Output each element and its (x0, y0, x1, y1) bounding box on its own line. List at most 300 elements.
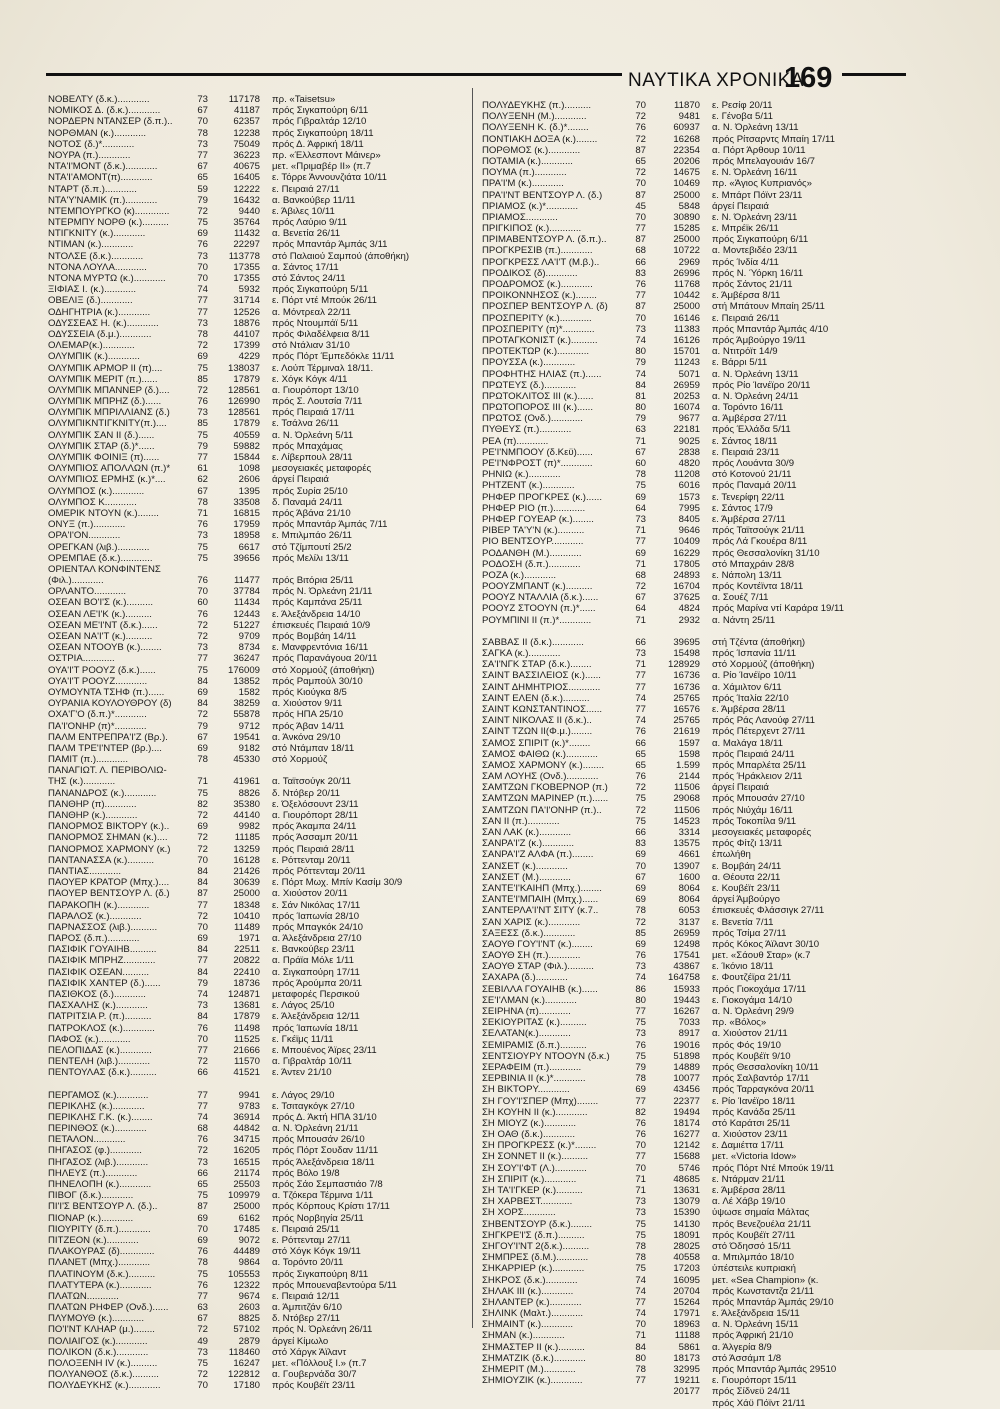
ship-entry (482, 1107, 942, 1118)
location-note: α. Ν. Όρλεάνη 24/11 (712, 390, 799, 402)
location-note: πρός Πόρτ Ντέ Μπούκ 19/11 (712, 1162, 835, 1174)
tonnage: 11477 (234, 575, 260, 587)
ship-entry (482, 872, 942, 883)
build-year: 77 (197, 1100, 208, 1112)
ship-entry (482, 402, 942, 413)
build-year: 83 (635, 838, 646, 850)
ship-name: ΣΗΒΕΝΤΣΟΥΡ (δ.κ.)........ (482, 1218, 592, 1230)
ship-entry (48, 989, 468, 1000)
ship-entry (48, 318, 468, 329)
tonnage: 138037 (227, 362, 260, 374)
ship-name: ΣΗ ΟΑΘ (δ.κ.)............ (482, 1129, 575, 1141)
tonnage: 17805 (673, 558, 700, 570)
ship-name: ΠΗΛΕΥΣ (π.)............ (48, 1167, 138, 1179)
location-note: πρός Άφρική 21/10 (712, 1330, 794, 1342)
build-year: 70 (197, 273, 208, 284)
tonnage: 16736 (673, 681, 700, 693)
location-note: πρός Χάϋ Πόϊντ 21/11 (712, 1397, 806, 1409)
location-note: ε. Πόρτ ντέ Μπούκ 26/11 (272, 295, 377, 307)
build-year: 59 (197, 183, 208, 195)
ship-name: ΠΑΣΙΘΚΟΣ (δ.)............ (48, 989, 146, 1000)
location-note: α. Γιουρόπορτ 28/11 (272, 810, 359, 821)
location-note: α. Τζόκερα Τέρμινα 1/11 (272, 1190, 374, 1202)
location-note: πρός Κόρπους Κρίστι 17/11 (272, 1201, 390, 1213)
build-year: 49 (197, 1335, 208, 1347)
column-divider (472, 88, 473, 1328)
right-column-list (482, 100, 942, 1409)
ship-name: ΣΗΛΑΚ ΙΙΙ (κ.)............ (482, 1285, 574, 1297)
tonnage: 12142 (673, 1140, 700, 1152)
build-year: 72 (635, 804, 646, 816)
build-year: 76 (197, 1134, 208, 1146)
ship-entry (482, 771, 942, 782)
location-note: ε. Άλεξάνδρεια 14/10 (272, 608, 361, 620)
build-year: 72 (197, 832, 208, 844)
ship-entry (48, 609, 468, 620)
tonnage: 11185 (234, 832, 260, 844)
ship-name: ΟΛΥΜΠΙΚ ΦΟΙΝΙΞ (π)...... (48, 452, 160, 463)
tonnage: 36247 (233, 653, 260, 665)
location-note: μετ. «Πόλλουξ Ι.» (π.7 (272, 1358, 367, 1369)
tonnage: 15701 (673, 346, 700, 358)
build-year: 75 (197, 787, 208, 799)
location-note: πρός Μπαντάρ Άμπάς 4/10 (712, 323, 829, 335)
tonnage: 37625 (673, 592, 700, 604)
ship-name: ΠΑΟΥΕΡ ΚΡΑΤΟΡ (Μπχ.).... (48, 877, 170, 889)
ship-name: ΣΑΜΤΖΩΝ ΜΑΡΙΝΕΡ (π.)...... (482, 793, 609, 805)
build-year: 79 (197, 977, 208, 989)
build-year: 70 (197, 1380, 208, 1392)
tonnage: 25503 (233, 1179, 260, 1190)
ship-entry (482, 682, 942, 693)
ship-name: ΟΝΥΞ (π.)............ (48, 519, 126, 531)
tonnage: 16267 (673, 1006, 700, 1017)
ship-entry (48, 1145, 468, 1156)
ship-entry (48, 1336, 468, 1347)
tonnage: 3314 (678, 827, 700, 838)
tonnage: 22511 (234, 944, 260, 956)
location-note: πρός Κιούγκα 8/5 (272, 686, 347, 698)
location-note: πρός Ίνδία 4/11 (712, 256, 779, 268)
ship-entry (48, 1134, 468, 1145)
ship-entry (482, 279, 942, 290)
location-note: πρός Παναμά 20/11 (712, 480, 797, 492)
tonnage: 16704 (673, 581, 700, 593)
ship-entry (482, 1319, 942, 1330)
build-year: 66 (635, 636, 646, 648)
build-year: 77 (635, 1296, 646, 1308)
tonnage: 11570 (234, 1056, 260, 1068)
ship-name: ΣΑΞΕΣΣ (δ.κ.)............ (482, 927, 576, 939)
build-year: 78 (635, 1364, 646, 1375)
location-note: πρός Καμπάνα 25/11 (272, 597, 363, 609)
ship-entry (482, 357, 942, 368)
tonnage: 18736 (233, 977, 260, 989)
build-year: 62 (197, 474, 208, 486)
tonnage: 8825 (238, 1313, 260, 1325)
location-note: ε. Πειραιά 23/11 (712, 446, 780, 458)
location-note: ε. Γκέϊμς 11/11 (272, 1033, 334, 1045)
ship-name: ΠΡΟΤΕΚΤΩΡ (κ.)............ (482, 346, 590, 358)
ship-name: ΠΡΙΜΑΒΕΝΤΣΟΥΡ Λ. (δ.π.).. (482, 234, 607, 246)
ship-name: ΣΑΝ ΛΑΚ (κ.)............ (482, 827, 572, 838)
build-year: 73 (635, 323, 646, 335)
ship-entry (482, 861, 942, 872)
ship-entry (482, 793, 942, 804)
location-note: πρός Κόκος Άϊλαντ 30/10 (712, 938, 820, 950)
location-note: πρός Νιύχάμ 16/11 (712, 804, 793, 816)
build-year: 77 (635, 1375, 646, 1387)
ship-entry (48, 631, 468, 642)
tonnage: 128929 (667, 659, 700, 671)
tonnage: 40559 (233, 429, 260, 441)
build-year: 69 (635, 894, 646, 906)
ship-entry (48, 139, 468, 150)
tonnage: 105553 (227, 1268, 260, 1280)
ship-entry (48, 799, 468, 810)
location-note: ε. Δαμιέττα 17/11 (712, 1140, 784, 1152)
ship-entry (48, 217, 468, 228)
ship-entry (482, 424, 942, 435)
tonnage: 13079 (673, 1196, 700, 1208)
location-note: α. Χιούστον 20/11 (272, 888, 348, 900)
ship-entry (482, 492, 942, 503)
ship-name: ΠΥΘΕΥΣ (π.)............ (482, 424, 572, 436)
location-note: ε. Σάν Νικόλας 17/11 (272, 899, 361, 911)
build-year: 67 (197, 105, 208, 117)
build-year: 71 (635, 614, 646, 626)
location-note: δ. Παναμά 24/11 (272, 496, 343, 508)
ship-entry (48, 1101, 468, 1112)
ship-entry (48, 1045, 468, 1056)
ship-name: ΠΕΡΙΚΛΗΣ (κ.)............ (48, 1100, 145, 1112)
build-year: 67 (635, 592, 646, 604)
ship-entry (48, 150, 468, 161)
ship-name: ΠΕΡΙΝΘΟΣ (κ.)............ (48, 1123, 147, 1135)
tonnage: 14889 (673, 1061, 700, 1073)
location-note: α. Χιούστον 21/11 (712, 1028, 788, 1040)
build-year: 75 (635, 1263, 646, 1275)
tonnage: 1098 (238, 463, 260, 475)
tonnage: 13575 (673, 838, 700, 850)
tonnage (208, 765, 260, 776)
location-note: στό Σάντος 24/11 (272, 273, 346, 284)
build-year: 74 (197, 989, 208, 1000)
ship-entry (482, 223, 942, 234)
ship-entry (482, 346, 942, 357)
ship-entry (48, 788, 468, 799)
tonnage: 22181 (673, 424, 700, 436)
ship-name: ΣΗΜΠΡΕΣ (δ.Μ.)............ (482, 1252, 589, 1264)
tonnage: 19443 (673, 994, 700, 1006)
tonnage: 18174 (673, 1117, 700, 1129)
location-note: πρός Ταρραγκόνα 20/11 (712, 1084, 815, 1096)
location-note: πρός Ταϊτσούγκ 21/11 (712, 525, 805, 537)
ship-entry (482, 1040, 942, 1051)
ship-entry (482, 1028, 942, 1039)
ship-name: ΝΤΕΜΠΟΥΡΓΚΟ (κ)............. (48, 205, 170, 217)
tonnage: 9025 (678, 435, 700, 447)
build-year: 77 (197, 452, 208, 463)
ship-name: ΠΟΛΥΞΕΝΗ (Μ.)............ (482, 111, 587, 123)
ship-entry (482, 1275, 942, 1286)
ship-name: ΣΗΜΙΟΥΖΙΚ (κ.)............ (482, 1375, 583, 1387)
ship-name: ΝΤΟΝΑ ΛΟΥΛΑ............ (48, 261, 147, 273)
ship-name: ΡΗΦΕΡ ΓΟΥΕΑΡ (κ.)........ (482, 513, 594, 525)
tonnage: 26959 (673, 927, 700, 939)
location-note: στό Τζίμπουτί 25/2 (272, 541, 352, 553)
location-note: ε. Πειραιά 26/11 (712, 312, 780, 324)
tonnage: 17959 (233, 519, 260, 531)
location-note: α. Μαλάγα 18/11 (712, 737, 783, 749)
left-column-list (48, 94, 468, 1392)
ship-entry (48, 1157, 468, 1168)
location-note: πρός Ήράκλειον 2/11 (712, 771, 803, 783)
ship-name: ΠΑΝΟΡΜΟΣ ΒΙΚΤΟΡΥ (κ.).. (48, 821, 170, 833)
build-year: 68 (635, 569, 646, 581)
ship-name: ΣΑΙΝΤ ΝΙΚΟΛΑΣ ΙΙ (δ.κ.).. (482, 715, 592, 727)
ship-name: ΟΣΕΑΝ ΜΕ'Ι'ΝΤ (δ.κ.)...... (48, 619, 158, 631)
ship-entry (482, 1185, 942, 1196)
location-note: πρός Σιγκαπούρη 6/11 (712, 234, 809, 246)
ship-name: ΣΑΟΥΘ ΓΟΥ'Ι'ΝΤ (κ.)........ (482, 938, 593, 950)
location-note: ε. Άμβέρσα 27/11 (712, 513, 786, 525)
build-year: 87 (635, 301, 646, 313)
ship-entry (48, 1224, 468, 1235)
ship-entry (48, 363, 468, 374)
location-note: πρός Μπαχάμας (272, 440, 343, 452)
location-note: ε. Ρίο Ίανέϊρο 18/11 (712, 1095, 796, 1107)
tonnage: 25000 (233, 1201, 260, 1213)
build-year: 77 (635, 1006, 646, 1017)
tonnage: 128561 (227, 384, 260, 396)
ship-entry (482, 1196, 942, 1207)
build-year: 67 (635, 446, 646, 458)
build-year: 69 (635, 849, 646, 861)
location-note: ε. Άμβέρσα 28/11 (712, 703, 786, 715)
tonnage: 1598 (678, 748, 700, 760)
ship-entry (482, 1006, 942, 1017)
location-note: ύψωσε σημαία Μάλτας (712, 1207, 810, 1219)
location-note: ε. Ίκόνιο 18/11 (712, 961, 774, 973)
ship-entry (48, 441, 468, 452)
tonnage: 15688 (673, 1151, 700, 1163)
location-note: ε. Άλεξάνδρεια 15/11 (712, 1308, 800, 1320)
build-year: 80 (635, 1352, 646, 1364)
ship-name: ΣΗΜΑΝ (κ.)............ (482, 1330, 565, 1342)
ship-entry (48, 161, 468, 172)
ship-name: ΟΥΑ'Ι'Τ ΡΟΟΥΖ (δ.κ.)...... (48, 664, 156, 676)
ship-name: ΠΑΝΘΗΡ (π)............ (48, 798, 137, 810)
location-note: στό Άσσάμπ 1/8 (712, 1352, 782, 1364)
ship-entry (48, 1056, 468, 1067)
ship-entry (482, 883, 942, 894)
tonnage: 122812 (227, 1369, 260, 1381)
tonnage: 45330 (233, 754, 260, 766)
tonnage: 5932 (238, 284, 260, 296)
tonnage: 6162 (238, 1212, 260, 1224)
tonnage: 1597 (678, 737, 700, 749)
location-note: στό Χορμούζ (άποθήκη) (272, 664, 375, 676)
location-note: άργεί Κίμωλο (272, 1335, 329, 1347)
location-note: ε. Πειραιά 27/11 (272, 183, 340, 195)
tonnage: 15264 (673, 1296, 700, 1308)
build-year: 74 (635, 715, 646, 727)
build-year: 74 (635, 368, 646, 380)
ship-entry (482, 178, 942, 189)
build-year: 84 (197, 944, 208, 956)
build-year: 72 (635, 111, 646, 123)
location-note: στό Χορμούζ (272, 754, 328, 766)
tonnage: 9440 (238, 205, 260, 217)
tonnage: 16074 (673, 402, 700, 414)
tonnage: 15285 (673, 223, 700, 235)
location-note: πρός Γιβραλτάρ 12/10 (272, 116, 367, 128)
ship-entry (48, 1090, 468, 1101)
build-year: 80 (635, 402, 646, 414)
tonnage: 20177 (673, 1386, 700, 1398)
location-note: πρός Άβαν 14/11 (272, 720, 345, 732)
tonnage: 18173 (673, 1352, 700, 1364)
location-note: ε. Ν. Όρλεάνη 23/11 (712, 211, 798, 223)
build-year: 76 (635, 1129, 646, 1141)
tonnage: 10722 (673, 245, 700, 257)
ship-entry (48, 1358, 468, 1369)
tonnage: 40558 (673, 1252, 700, 1264)
ship-entry (48, 508, 468, 519)
tonnage: 7033 (678, 1017, 700, 1029)
build-year: 45 (635, 200, 646, 212)
ship-name: ΡΟΖΑ (κ.)............ (482, 569, 557, 581)
ship-name: ΣΗΚΑΡΡΙΕΡ (κ.)............ (482, 1263, 585, 1275)
build-year: 77 (197, 1089, 208, 1101)
location-note: α. Λέ Χάβρ 19/10 (712, 1196, 786, 1208)
location-note: ε. Σάντος 18/11 (712, 435, 778, 447)
ship-name: ΠΟΝΤΙΑΚΗ ΔΟΞΑ (κ.)........ (482, 133, 598, 145)
build-year: 73 (635, 1196, 646, 1208)
ship-entry (48, 564, 468, 575)
ship-name: ΣΗΓΚΡΕ'Ι'Σ (δ.π.).......... (482, 1229, 585, 1241)
ship-entry (48, 922, 468, 933)
build-year: 87 (635, 234, 646, 246)
ship-name: ΡΕ'Ι'ΝΦΡΟΣΤ (π)*............ (482, 458, 593, 469)
ship-entry (482, 436, 942, 447)
ship-name: ΠΕΤΑΛΟΝ............ (48, 1134, 126, 1146)
ship-name: ΠΑΤΡΙΤΣΙΑ Ρ. (π.).......... (48, 1011, 152, 1023)
ship-name: ΝΟΡΔΕΡΝ ΝΤΑΝΣΕΡ (δ.π.).. (48, 116, 173, 128)
tonnage: 11506 (674, 782, 700, 794)
ship-entry (48, 396, 468, 407)
tonnage: 2606 (238, 474, 260, 486)
ship-name: ΠΑΟΥΕΡ ΒΕΝΤΣΟΥΡ Λ. (δ.) (48, 888, 170, 900)
location-note: πρός Ρίτσαρντς Μπαίη 17/11 (712, 133, 835, 145)
location-note: ε. Τόρρε Άννουνζιάτα 10/11 (272, 172, 388, 184)
tonnage: 9941 (238, 1089, 260, 1101)
location-note: πρός Ν. Ύόρκη 16/11 (712, 267, 804, 279)
build-year: 72 (635, 782, 646, 794)
ship-entry (482, 827, 942, 838)
ship-name: ΣΗΓΟΥ'Ι'ΝΤ 2(δ.κ.).......... (482, 1240, 590, 1252)
location-note: α. Μοντεβιδέο 23/11 (712, 245, 798, 257)
ship-name: ΠΑΣΙΦΙΚ ΧΑΝΤΕΡ (δ.)...... (48, 977, 161, 989)
tonnage: 18091 (673, 1229, 700, 1241)
location-note: πρός Πειραιά 28/11 (272, 843, 355, 855)
build-year: 72 (197, 384, 208, 396)
ship-entry (48, 1023, 468, 1034)
location-note: πρός Φός 19/10 (712, 1039, 781, 1051)
ship-entry (48, 575, 468, 586)
tonnage: 38259 (233, 698, 260, 710)
tonnage: 57102 (233, 1324, 260, 1336)
build-year: 79 (197, 440, 208, 452)
build-year: 87 (635, 144, 646, 156)
location-note: πρός Δ. Άκτή ΗΠΑ 31/10 (272, 1111, 377, 1123)
ship-entry (48, 195, 468, 206)
location-note: ε. Γένοβα 5/11 (712, 111, 773, 123)
ship-name: ΠΕΝΤΕΛΗ (λιβ.)............ (48, 1056, 151, 1068)
tonnage: 22354 (673, 144, 700, 156)
ship-name: ΠΑΣΙΦΙΚ ΟΣΕΑΝ.......... (48, 966, 150, 978)
build-year: 79 (197, 194, 208, 206)
ship-entry (482, 111, 942, 122)
build-year: 71 (635, 558, 646, 570)
ship-entry (48, 1380, 468, 1391)
ship-name: ΣΑΝΡΑ'Ι'Ζ (κ.)............ (482, 838, 575, 850)
ship-entry (482, 1118, 942, 1129)
build-year: 77 (197, 955, 208, 967)
ship-name: ΟΛΥΜΠΙΟΣ ΕΡΜΗΣ (κ.)*.... (48, 474, 166, 486)
location-note: στό Χάργκ Άϊλαντ (272, 1346, 347, 1358)
tonnage: 17203 (673, 1263, 700, 1275)
ship-entry (48, 329, 468, 340)
build-year: 84 (197, 865, 208, 877)
build-year: 69 (635, 547, 646, 559)
tonnage: 10469 (673, 178, 700, 190)
ship-entry (48, 754, 468, 765)
ship-name: ΤΗΣ (κ.)............ (48, 776, 116, 788)
ship-name: ΣΗ ΚΟΥΗΝ ΙΙ (κ.)............ (482, 1106, 588, 1118)
ship-entry (48, 530, 468, 541)
tonnage: 10409 (673, 536, 700, 548)
ship-entry (48, 1190, 468, 1201)
ship-entry (48, 810, 468, 821)
location-note: πρός Άρούμπα 20/11 (272, 977, 363, 989)
build-year: 67 (197, 731, 208, 743)
tonnage: 3137 (678, 916, 700, 928)
ship-name: ΠΟΛΙΚΟΝ (δ.κ.)............ (48, 1346, 149, 1358)
ship-name: ΟΣΕΑΝ ΝΑ'Ι'Τ (κ.).......... (48, 631, 153, 642)
ship-name: ΝΟΒΕΛΤΥ (δ.κ.)............ (48, 94, 150, 105)
location-note: ε. Λούπ Τέρμιναλ 18/11. (272, 362, 374, 374)
ship-entry (48, 1011, 468, 1022)
location-note: ε. Βάρρι 5/11 (712, 357, 768, 369)
location-note: πρός Ν. Όρλεάνη 21/11 (272, 586, 373, 598)
tonnage: 22377 (673, 1095, 700, 1107)
ship-name: ΠΟΛΟΞΕΝΗ ΙV (κ.).......... (48, 1358, 158, 1369)
build-year: 77 (635, 1095, 646, 1107)
ship-name: ΡΟΟΥΖΜΠΑΝΤ (κ.).......... (482, 581, 593, 593)
ship-name: ΟΔΥΣΣΕΙΑ (δ.μ.)............ (48, 328, 152, 340)
ship-entry (48, 273, 468, 284)
ship-name: ΠΑΡΟΣ (δ.π.)............ (48, 933, 140, 945)
build-year: 75 (635, 815, 646, 827)
ship-name: ΟΡΕΜΠΑΕ (δ.κ.)............ (48, 552, 153, 564)
location-note: πρός Κοντέϊντα 18/11 (712, 581, 804, 593)
header-rule-right (842, 73, 906, 76)
ship-name: ΣΑΝΣΕΤ (Μ.)............ (482, 871, 571, 883)
location-note: πρός Λουάντα 30/9 (712, 458, 795, 469)
build-year: 73 (197, 407, 208, 419)
